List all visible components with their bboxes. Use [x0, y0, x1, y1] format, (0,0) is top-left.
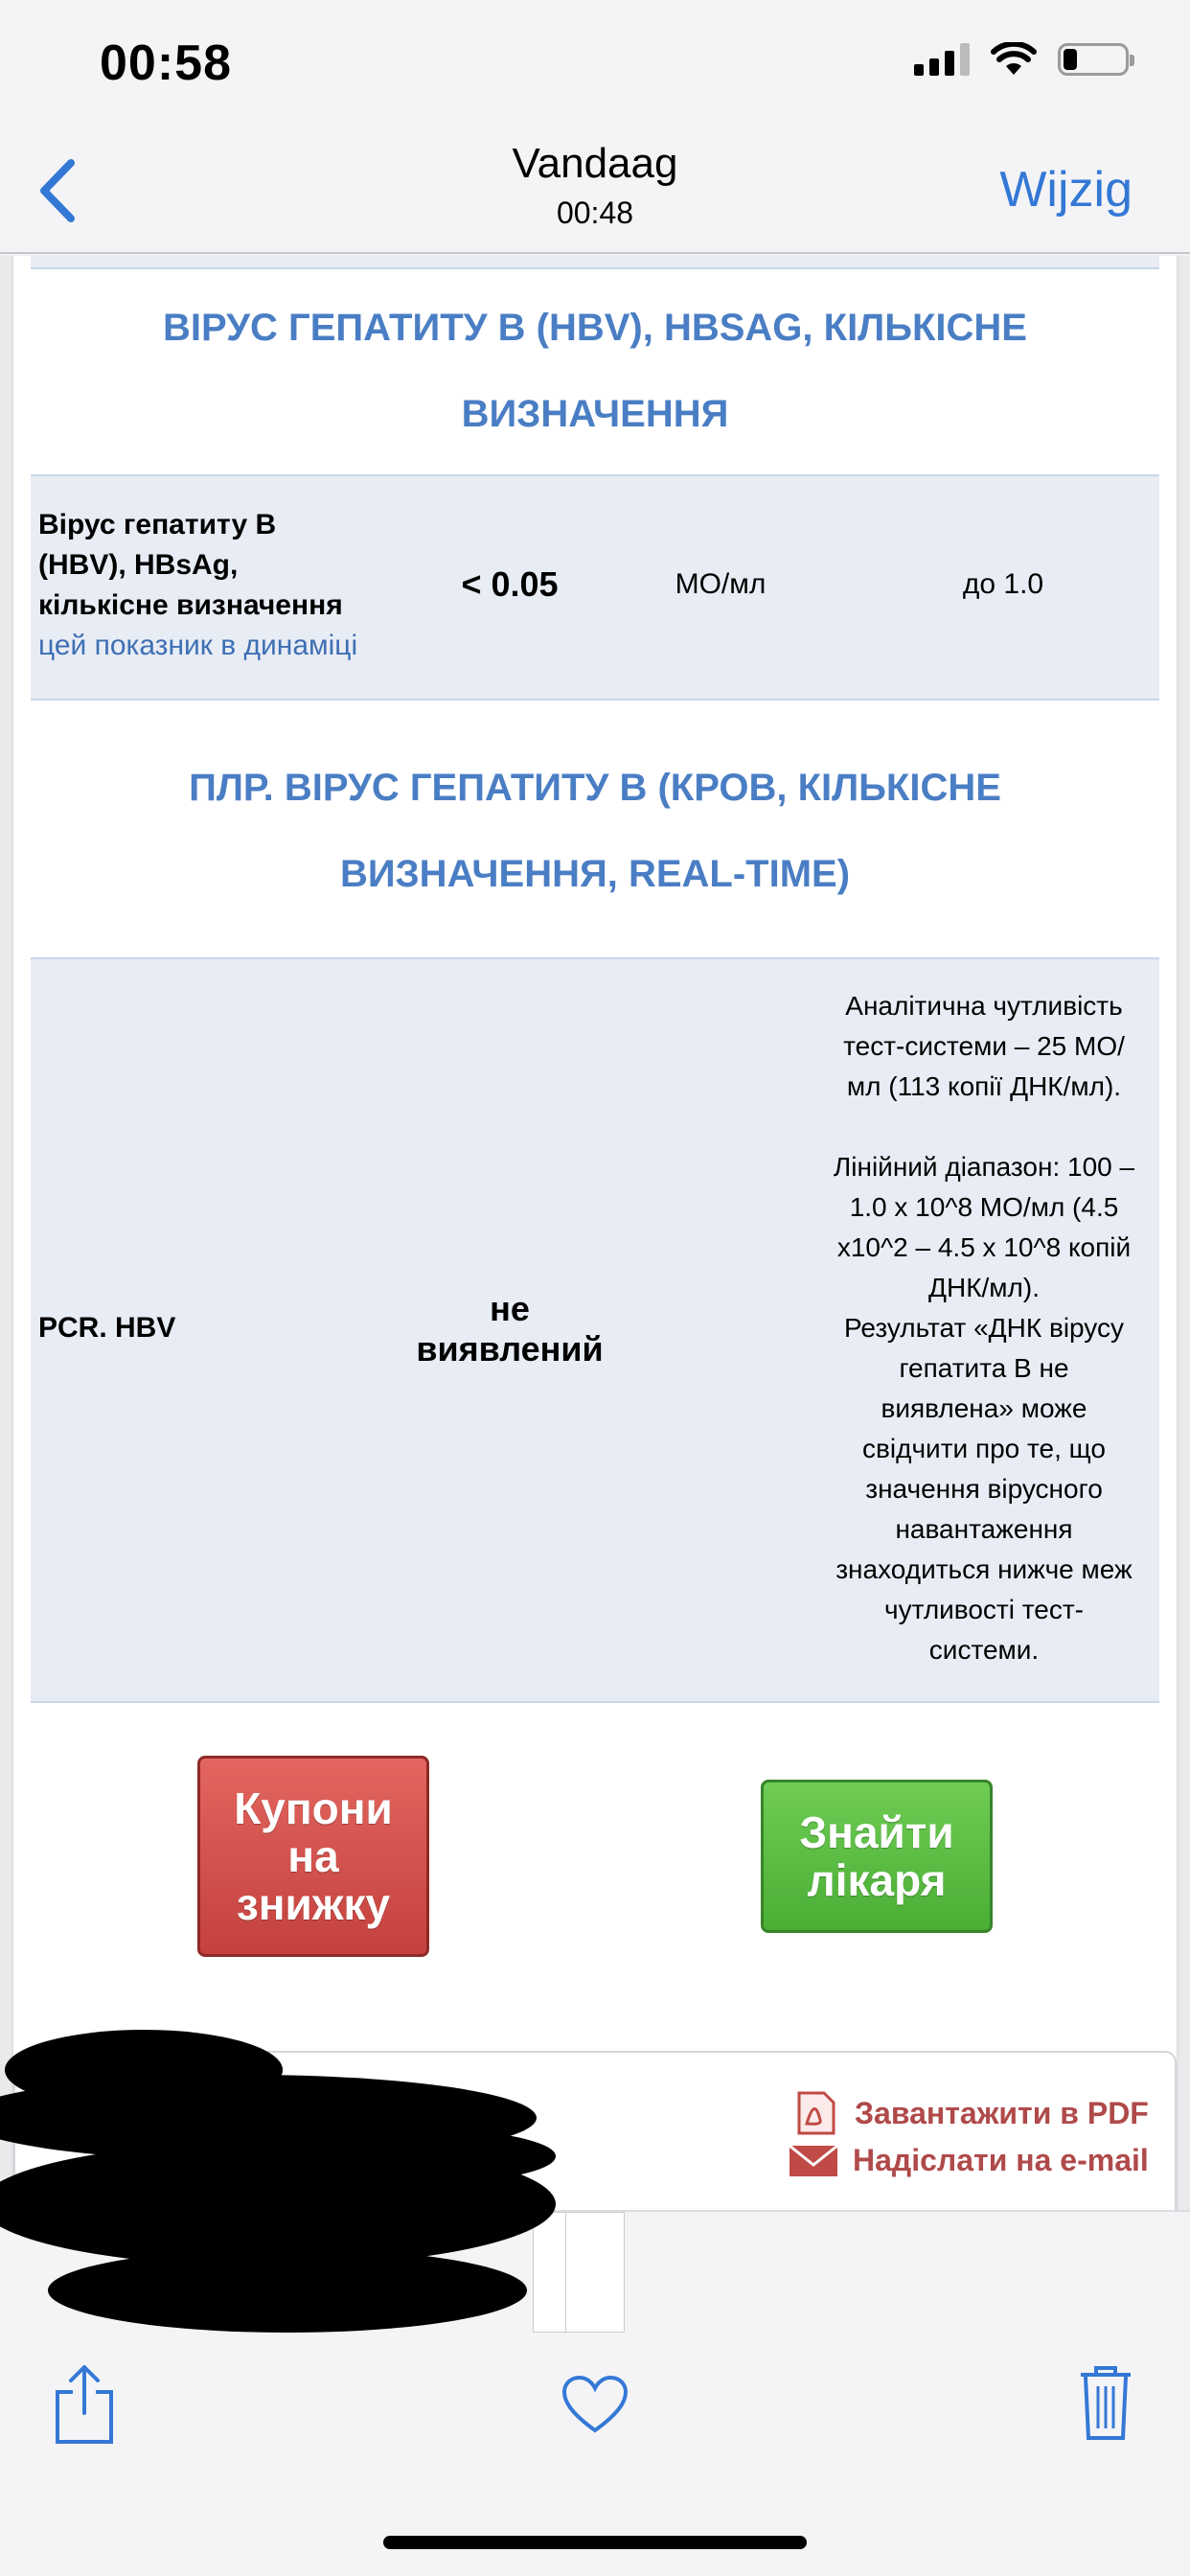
result-row-hbsag	[31, 474, 1159, 701]
test-result: < 0.05	[461, 564, 559, 604]
send-email-link[interactable]: Надіслати на e-mail	[788, 2143, 1149, 2178]
find-doctor-button[interactable]: Знайти лікаря	[761, 1780, 993, 1933]
nav-subtitle: 00:48	[556, 196, 634, 230]
test-name: PCR. HBV	[38, 1312, 176, 1344]
status-icons	[914, 42, 1129, 77]
share-icon[interactable]	[54, 2363, 115, 2446]
previous-row-edge	[31, 256, 1159, 269]
section-title-hbsag: ВІРУС ГЕПАТИТУ В (HBV), HBSAG, КІЛЬКІСНЕ ВИЗНАЧЕННЯ	[163, 307, 1027, 435]
edit-button[interactable]: Wijzig	[999, 162, 1133, 218]
message-content	[0, 256, 1190, 2211]
result-row-pcr	[31, 957, 1159, 1703]
signal-icon	[914, 43, 970, 76]
status-bar	[0, 0, 1190, 125]
download-pdf-link[interactable]: Завантажити в PDF	[791, 2091, 1149, 2135]
mail-icon	[788, 2144, 839, 2178]
redaction-scribble	[0, 2012, 556, 2338]
test-reference-note: Аналітична чутливість тест-системи – 25 МО/ мл (113 копії ДНК/мл). Лінійний діапазон: 100 – 1.0 x 10^8 МО/мл (4.5 x10^2 – 4.5 x 10^8 копій ДНК/мл). Результат «ДНК вірусу гепатита В не виявлена» може свідчити про те, що значення вірусного навантаження знаходиться нижче меж чутливості тест- системи.	[833, 991, 1135, 1665]
pdf-icon	[791, 2091, 841, 2135]
coupons-button[interactable]: Купони на знижку	[197, 1756, 429, 1957]
battery-icon	[1058, 43, 1129, 76]
nav-title: Vandaag	[512, 140, 678, 187]
test-unit: МО/мл	[675, 568, 767, 600]
trash-icon[interactable]	[1077, 2363, 1134, 2442]
wifi-icon	[991, 42, 1037, 77]
navigation-bar	[0, 125, 1190, 254]
heart-icon[interactable]	[561, 2375, 629, 2434]
status-time: 00:58	[100, 35, 232, 91]
home-indicator	[383, 2536, 807, 2549]
results-card	[13, 256, 1177, 2211]
dynamics-link[interactable]: цей показник в динаміці	[38, 630, 358, 661]
attachment-thumbnail[interactable]	[565, 2212, 625, 2333]
test-reference: до 1.0	[962, 568, 1044, 600]
test-result: не виявлений	[416, 1289, 604, 1368]
section-title-pcr: ПЛР. ВІРУС ГЕПАТИТУ В (КРОВ, КІЛЬКІСНЕ ВИЗНАЧЕННЯ, REAL-TIME)	[189, 767, 1001, 895]
test-name: Вірус гепатиту В (HBV), HBsAg, кількісне визначення цей показник в динаміці	[38, 505, 364, 666]
